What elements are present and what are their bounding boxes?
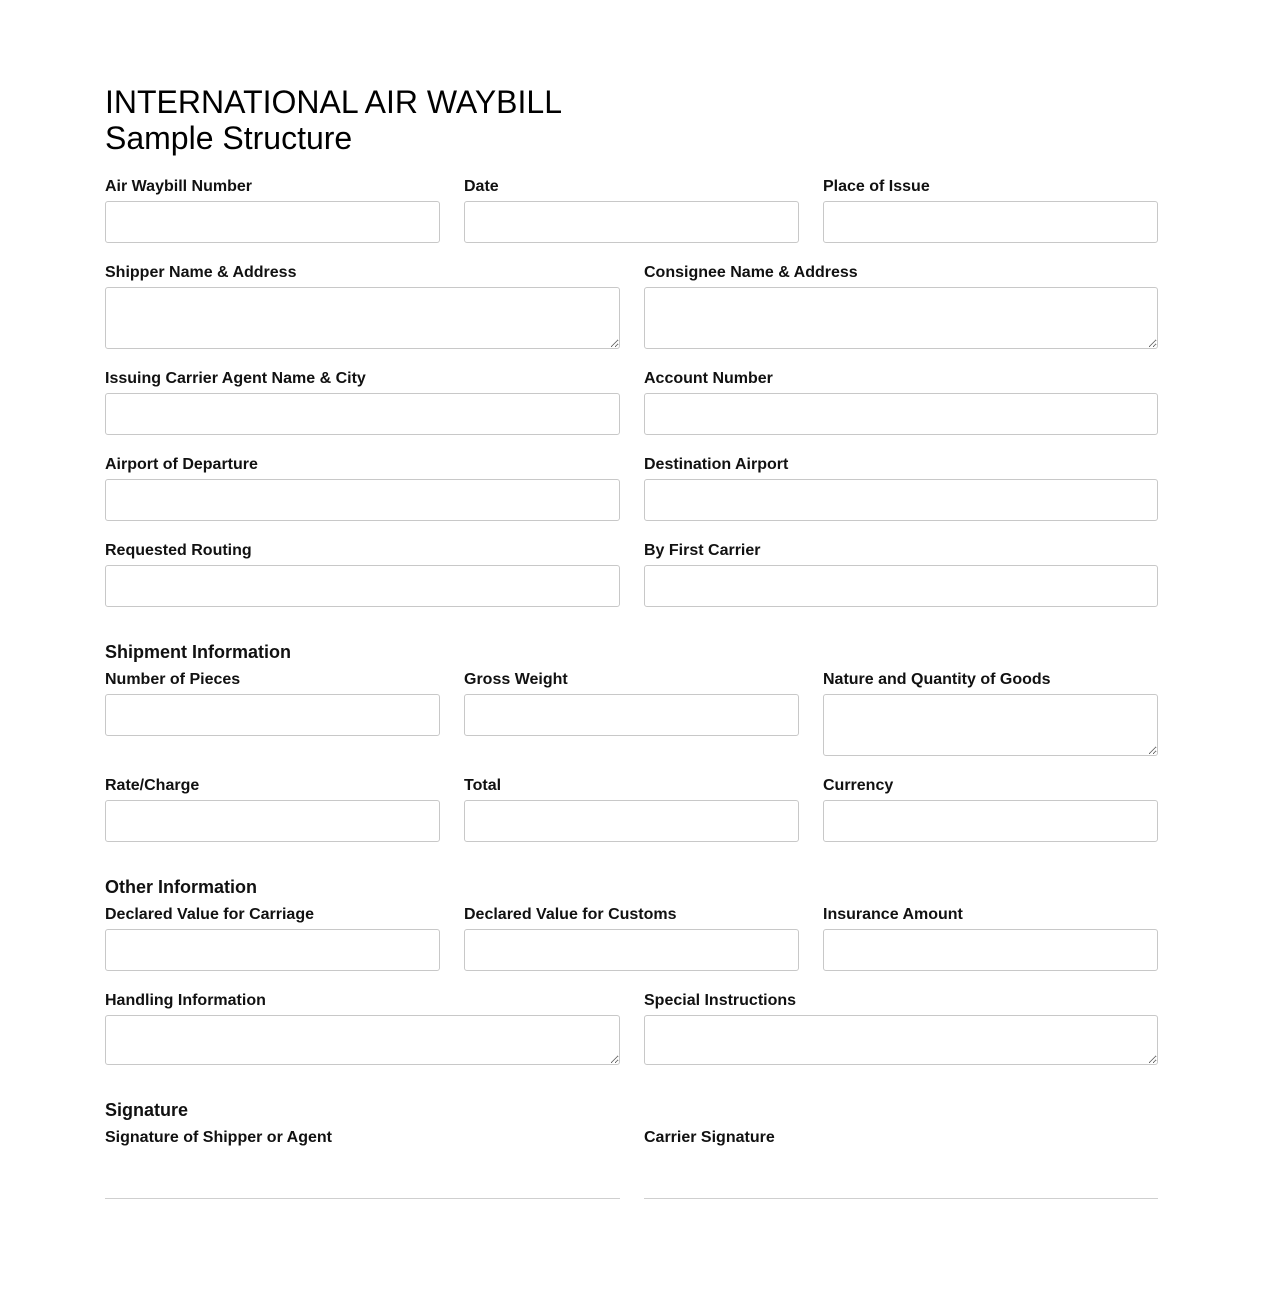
special-label: Special Instructions — [644, 992, 797, 1009]
signature-heading: Signature — [105, 1100, 189, 1120]
other-heading: Other Information — [105, 877, 257, 897]
handling-label: Handling Information — [105, 992, 266, 1009]
total-label: Total — [464, 777, 502, 794]
agent-input[interactable] — [105, 393, 620, 435]
goods-textarea[interactable] — [823, 694, 1158, 756]
date-input[interactable] — [464, 201, 799, 243]
place-of-issue-input[interactable] — [823, 201, 1158, 243]
agent-label: Issuing Carrier Agent Name & City — [105, 370, 366, 387]
page-title: INTERNATIONAL AIR WAYBILL — [105, 84, 562, 120]
rate-label: Rate/Charge — [105, 777, 200, 794]
consignee-label: Consignee Name & Address — [644, 264, 858, 281]
gross-weight-label: Gross Weight — [464, 671, 568, 688]
shipper-signature-label: Signature of Shipper or Agent — [105, 1129, 332, 1146]
pieces-label: Number of Pieces — [105, 671, 241, 688]
departure-label: Airport of Departure — [105, 456, 258, 473]
insurance-label: Insurance Amount — [823, 906, 963, 923]
awb-number-label: Air Waybill Number — [105, 178, 252, 195]
routing-input[interactable] — [105, 565, 620, 607]
awb-number-input[interactable] — [105, 201, 440, 243]
carrier-signature-line[interactable] — [644, 1198, 1158, 1199]
consignee-textarea[interactable] — [644, 287, 1158, 349]
pieces-input[interactable] — [105, 694, 440, 736]
account-input[interactable] — [644, 393, 1158, 435]
special-textarea[interactable] — [644, 1015, 1158, 1065]
currency-input[interactable] — [823, 800, 1158, 842]
first-carrier-label: By First Carrier — [644, 542, 761, 559]
shipper-signature-line[interactable] — [105, 1198, 620, 1199]
routing-label: Requested Routing — [105, 542, 252, 559]
total-input[interactable] — [464, 800, 799, 842]
departure-input[interactable] — [105, 479, 620, 521]
insurance-input[interactable] — [823, 929, 1158, 971]
shipper-label: Shipper Name & Address — [105, 264, 297, 281]
destination-label: Destination Airport — [644, 456, 789, 473]
handling-textarea[interactable] — [105, 1015, 620, 1065]
shipper-textarea[interactable] — [105, 287, 620, 349]
carriage-value-input[interactable] — [105, 929, 440, 971]
shipment-heading: Shipment Information — [105, 642, 291, 662]
page-subtitle: Sample Structure — [105, 120, 353, 156]
first-carrier-input[interactable] — [644, 565, 1158, 607]
customs-value-input[interactable] — [464, 929, 799, 971]
date-label: Date — [464, 178, 499, 195]
gross-weight-input[interactable] — [464, 694, 799, 736]
currency-label: Currency — [823, 777, 894, 794]
rate-input[interactable] — [105, 800, 440, 842]
destination-input[interactable] — [644, 479, 1158, 521]
carrier-signature-label: Carrier Signature — [644, 1129, 775, 1146]
carriage-value-label: Declared Value for Carriage — [105, 906, 314, 923]
goods-label: Nature and Quantity of Goods — [823, 671, 1051, 688]
customs-value-label: Declared Value for Customs — [464, 906, 677, 923]
account-label: Account Number — [644, 370, 773, 387]
place-of-issue-label: Place of Issue — [823, 178, 930, 195]
